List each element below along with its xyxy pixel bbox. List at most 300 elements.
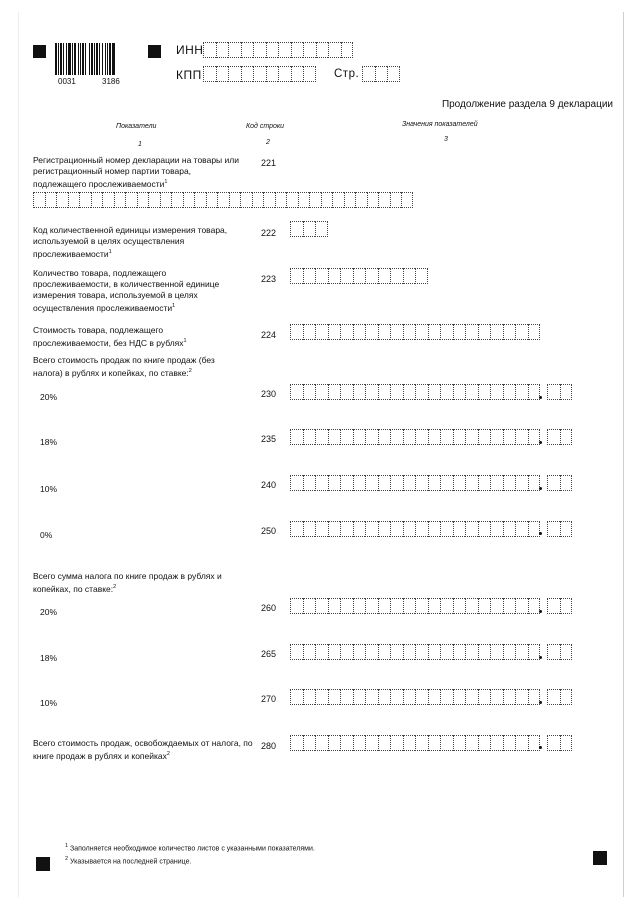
char-cell[interactable]: [515, 644, 528, 660]
char-cell[interactable]: [547, 475, 560, 491]
char-cell[interactable]: [340, 268, 353, 284]
char-cell[interactable]: [303, 475, 316, 491]
char-cell[interactable]: [340, 598, 353, 614]
char-cell[interactable]: [465, 644, 478, 660]
char-cell[interactable]: [353, 429, 366, 445]
barcode-bar: [109, 43, 111, 75]
row-222-code: 222: [261, 228, 277, 238]
char-cell[interactable]: [290, 475, 303, 491]
char-cell[interactable]: [303, 429, 316, 445]
char-cell[interactable]: [340, 644, 353, 660]
char-cell[interactable]: [403, 268, 416, 284]
char-cell[interactable]: [560, 598, 573, 614]
row-270-rubles-field[interactable]: [290, 689, 540, 705]
char-cell[interactable]: [415, 735, 428, 751]
char-cell[interactable]: [415, 689, 428, 705]
char-cell[interactable]: [490, 475, 503, 491]
char-cell[interactable]: [316, 42, 329, 58]
char-cell[interactable]: [415, 384, 428, 400]
char-cell[interactable]: [390, 598, 403, 614]
char-cell[interactable]: [365, 644, 378, 660]
char-cell[interactable]: [465, 521, 478, 537]
char-cell[interactable]: [203, 42, 216, 58]
char-cell[interactable]: [315, 644, 328, 660]
char-cell[interactable]: [286, 192, 298, 208]
char-cell[interactable]: [515, 521, 528, 537]
char-cell[interactable]: [490, 735, 503, 751]
char-cell[interactable]: [378, 192, 390, 208]
char-cell[interactable]: [378, 521, 391, 537]
char-cell[interactable]: [253, 66, 266, 82]
char-cell[interactable]: [241, 42, 254, 58]
char-cell[interactable]: [378, 324, 391, 340]
char-cell[interactable]: [440, 598, 453, 614]
char-cell[interactable]: [45, 192, 57, 208]
char-cell[interactable]: [490, 598, 503, 614]
char-cell[interactable]: [490, 521, 503, 537]
char-cell[interactable]: [91, 192, 103, 208]
char-cell[interactable]: [428, 384, 441, 400]
char-cell[interactable]: [378, 689, 391, 705]
char-cell[interactable]: [503, 429, 516, 445]
char-cell[interactable]: [390, 192, 402, 208]
char-cell[interactable]: [403, 521, 416, 537]
char-cell[interactable]: [340, 735, 353, 751]
char-cell[interactable]: [515, 384, 528, 400]
char-cell[interactable]: [278, 66, 291, 82]
char-cell[interactable]: [328, 644, 341, 660]
row-265-rubles-field[interactable]: [290, 644, 540, 660]
char-cell[interactable]: [547, 735, 560, 751]
row-240-kopecks-field[interactable]: [547, 475, 572, 491]
char-cell[interactable]: [290, 221, 303, 237]
char-cell[interactable]: [528, 324, 541, 340]
char-cell[interactable]: [515, 429, 528, 445]
char-cell[interactable]: [315, 384, 328, 400]
char-cell[interactable]: [353, 475, 366, 491]
row-235-decimal-point: [539, 441, 542, 444]
char-cell[interactable]: [403, 735, 416, 751]
row-235-rubles-field[interactable]: [290, 429, 540, 445]
char-cell[interactable]: [387, 66, 400, 82]
char-cell[interactable]: [365, 429, 378, 445]
char-cell[interactable]: [515, 324, 528, 340]
row-223-field[interactable]: [290, 268, 428, 284]
char-cell[interactable]: [332, 192, 344, 208]
row-230-rubles-field[interactable]: [290, 384, 540, 400]
char-cell[interactable]: [303, 598, 316, 614]
char-cell[interactable]: [428, 429, 441, 445]
char-cell[interactable]: [328, 521, 341, 537]
char-cell[interactable]: [303, 521, 316, 537]
char-cell[interactable]: [560, 521, 573, 537]
char-cell[interactable]: [362, 66, 375, 82]
char-cell[interactable]: [428, 521, 441, 537]
char-cell[interactable]: [328, 268, 341, 284]
sales-rate-18: 18%: [40, 437, 58, 447]
char-cell[interactable]: [390, 644, 403, 660]
char-cell[interactable]: [303, 689, 316, 705]
char-cell[interactable]: [303, 735, 316, 751]
char-cell[interactable]: [290, 598, 303, 614]
char-cell[interactable]: [403, 689, 416, 705]
char-cell[interactable]: [303, 221, 316, 237]
char-cell[interactable]: [453, 598, 466, 614]
char-cell[interactable]: [378, 429, 391, 445]
char-cell[interactable]: [560, 735, 573, 751]
barcode-bar: [112, 43, 115, 75]
char-cell[interactable]: [328, 475, 341, 491]
char-cell[interactable]: [315, 221, 328, 237]
char-cell[interactable]: [440, 429, 453, 445]
char-cell[interactable]: [503, 598, 516, 614]
barcode-bar: [107, 43, 108, 75]
char-cell[interactable]: [275, 192, 287, 208]
char-cell[interactable]: [315, 521, 328, 537]
char-cell[interactable]: [478, 475, 491, 491]
char-cell[interactable]: [490, 429, 503, 445]
char-cell[interactable]: [290, 268, 303, 284]
char-cell[interactable]: [328, 735, 341, 751]
char-cell[interactable]: [375, 66, 388, 82]
char-cell[interactable]: [303, 324, 316, 340]
char-cell[interactable]: [353, 324, 366, 340]
char-cell[interactable]: [125, 192, 137, 208]
char-cell[interactable]: [415, 644, 428, 660]
char-cell[interactable]: [415, 324, 428, 340]
char-cell[interactable]: [390, 268, 403, 284]
char-cell[interactable]: [203, 66, 216, 82]
char-cell[interactable]: [547, 689, 560, 705]
char-cell[interactable]: [403, 429, 416, 445]
char-cell[interactable]: [328, 689, 341, 705]
char-cell[interactable]: [390, 689, 403, 705]
char-cell[interactable]: [328, 429, 341, 445]
char-cell[interactable]: [415, 429, 428, 445]
char-cell[interactable]: [290, 324, 303, 340]
char-cell[interactable]: [560, 475, 573, 491]
barcode-bar: [96, 43, 98, 75]
row-221-field[interactable]: [33, 192, 413, 208]
page-number-field[interactable]: [362, 66, 400, 82]
char-cell[interactable]: [340, 475, 353, 491]
char-cell[interactable]: [315, 475, 328, 491]
char-cell[interactable]: [428, 644, 441, 660]
char-cell[interactable]: [453, 475, 466, 491]
char-cell[interactable]: [315, 598, 328, 614]
char-cell[interactable]: [183, 192, 195, 208]
char-cell[interactable]: [440, 384, 453, 400]
char-cell[interactable]: [228, 66, 241, 82]
char-cell[interactable]: [315, 429, 328, 445]
char-cell[interactable]: [344, 192, 356, 208]
char-cell[interactable]: [303, 644, 316, 660]
char-cell[interactable]: [465, 429, 478, 445]
char-cell[interactable]: [478, 735, 491, 751]
char-cell[interactable]: [137, 192, 149, 208]
char-cell[interactable]: [298, 192, 310, 208]
char-cell[interactable]: [453, 429, 466, 445]
char-cell[interactable]: [453, 735, 466, 751]
char-cell[interactable]: [290, 521, 303, 537]
char-cell[interactable]: [547, 521, 560, 537]
char-cell[interactable]: [515, 598, 528, 614]
row-260-rubles-field[interactable]: [290, 598, 540, 614]
char-cell[interactable]: [390, 475, 403, 491]
row-260-kopecks-field[interactable]: [547, 598, 572, 614]
char-cell[interactable]: [415, 521, 428, 537]
char-cell[interactable]: [365, 475, 378, 491]
char-cell[interactable]: [217, 192, 229, 208]
char-cell[interactable]: [309, 192, 321, 208]
char-cell[interactable]: [528, 521, 541, 537]
char-cell[interactable]: [340, 521, 353, 537]
char-cell[interactable]: [303, 42, 316, 58]
char-cell[interactable]: [340, 429, 353, 445]
char-cell[interactable]: [440, 689, 453, 705]
char-cell[interactable]: [160, 192, 172, 208]
char-cell[interactable]: [515, 475, 528, 491]
char-cell[interactable]: [33, 192, 45, 208]
char-cell[interactable]: [478, 429, 491, 445]
char-cell[interactable]: [241, 66, 254, 82]
char-cell[interactable]: [367, 192, 379, 208]
char-cell[interactable]: [440, 475, 453, 491]
row-280-decimal-point: [539, 746, 542, 749]
char-cell[interactable]: [378, 598, 391, 614]
char-cell[interactable]: [303, 384, 316, 400]
char-cell[interactable]: [528, 735, 541, 751]
char-cell[interactable]: [415, 268, 428, 284]
row-224-field[interactable]: [290, 324, 540, 340]
row-230-kopecks-field[interactable]: [547, 384, 572, 400]
barcode-bar: [85, 43, 86, 75]
char-cell[interactable]: [403, 384, 416, 400]
char-cell[interactable]: [315, 268, 328, 284]
char-cell[interactable]: [490, 324, 503, 340]
char-cell[interactable]: [378, 475, 391, 491]
char-cell[interactable]: [403, 644, 416, 660]
char-cell[interactable]: [490, 644, 503, 660]
char-cell[interactable]: [365, 598, 378, 614]
char-cell[interactable]: [465, 689, 478, 705]
char-cell[interactable]: [365, 384, 378, 400]
char-cell[interactable]: [194, 192, 206, 208]
char-cell[interactable]: [340, 324, 353, 340]
char-cell[interactable]: [171, 192, 183, 208]
char-cell[interactable]: [428, 689, 441, 705]
row-250-rubles-field[interactable]: [290, 521, 540, 537]
char-cell[interactable]: [290, 384, 303, 400]
char-cell[interactable]: [378, 644, 391, 660]
char-cell[interactable]: [547, 598, 560, 614]
char-cell[interactable]: [315, 689, 328, 705]
char-cell[interactable]: [428, 735, 441, 751]
char-cell[interactable]: [365, 735, 378, 751]
char-cell[interactable]: [290, 689, 303, 705]
char-cell[interactable]: [315, 735, 328, 751]
char-cell[interactable]: [428, 598, 441, 614]
char-cell[interactable]: [328, 598, 341, 614]
char-cell[interactable]: [465, 324, 478, 340]
char-cell[interactable]: [390, 521, 403, 537]
row-240-rubles-field[interactable]: [290, 475, 540, 491]
char-cell[interactable]: [228, 42, 241, 58]
char-cell[interactable]: [390, 429, 403, 445]
char-cell[interactable]: [403, 475, 416, 491]
row-280-rubles-field[interactable]: [290, 735, 540, 751]
char-cell[interactable]: [328, 324, 341, 340]
char-cell[interactable]: [503, 475, 516, 491]
row-265-decimal-point: [539, 656, 542, 659]
char-cell[interactable]: [353, 644, 366, 660]
char-cell[interactable]: [229, 192, 241, 208]
char-cell[interactable]: [79, 192, 91, 208]
char-cell[interactable]: [547, 644, 560, 660]
char-cell[interactable]: [68, 192, 80, 208]
char-cell[interactable]: [252, 192, 264, 208]
char-cell[interactable]: [102, 192, 114, 208]
char-cell[interactable]: [453, 644, 466, 660]
char-cell[interactable]: [263, 192, 275, 208]
char-cell[interactable]: [560, 384, 573, 400]
char-cell[interactable]: [353, 268, 366, 284]
char-cell[interactable]: [503, 521, 516, 537]
char-cell[interactable]: [465, 384, 478, 400]
char-cell[interactable]: [278, 42, 291, 58]
char-cell[interactable]: [378, 268, 391, 284]
char-cell[interactable]: [365, 324, 378, 340]
char-cell[interactable]: [415, 598, 428, 614]
char-cell[interactable]: [440, 324, 453, 340]
char-cell[interactable]: [253, 42, 266, 58]
char-cell[interactable]: [547, 384, 560, 400]
char-cell[interactable]: [440, 521, 453, 537]
char-cell[interactable]: [453, 521, 466, 537]
char-cell[interactable]: [303, 66, 316, 82]
char-cell[interactable]: [291, 66, 304, 82]
char-cell[interactable]: [315, 324, 328, 340]
char-cell[interactable]: [365, 268, 378, 284]
char-cell[interactable]: [353, 689, 366, 705]
char-cell[interactable]: [290, 429, 303, 445]
char-cell[interactable]: [321, 192, 333, 208]
row-222-field[interactable]: [290, 221, 328, 237]
char-cell[interactable]: [465, 598, 478, 614]
char-cell[interactable]: [390, 324, 403, 340]
char-cell[interactable]: [353, 384, 366, 400]
row-260-code: 260: [261, 603, 277, 613]
char-cell[interactable]: [290, 735, 303, 751]
inn-field[interactable]: [203, 42, 353, 58]
char-cell[interactable]: [206, 192, 218, 208]
char-cell[interactable]: [303, 268, 316, 284]
char-cell[interactable]: [290, 644, 303, 660]
char-cell[interactable]: [503, 644, 516, 660]
char-cell[interactable]: [503, 689, 516, 705]
char-cell[interactable]: [560, 689, 573, 705]
char-cell[interactable]: [341, 42, 354, 58]
row-230-decimal-point: [539, 396, 542, 399]
char-cell[interactable]: [390, 384, 403, 400]
char-cell[interactable]: [353, 735, 366, 751]
row-280-code: 280: [261, 741, 277, 751]
char-cell[interactable]: [353, 598, 366, 614]
char-cell[interactable]: [515, 735, 528, 751]
char-cell[interactable]: [378, 735, 391, 751]
char-cell[interactable]: [328, 384, 341, 400]
row-280-kopecks-field[interactable]: [547, 735, 572, 751]
char-cell[interactable]: [56, 192, 68, 208]
char-cell[interactable]: [114, 192, 126, 208]
char-cell[interactable]: [465, 735, 478, 751]
char-cell[interactable]: [503, 324, 516, 340]
char-cell[interactable]: [378, 384, 391, 400]
char-cell[interactable]: [266, 42, 279, 58]
row-265-kopecks-field[interactable]: [547, 644, 572, 660]
registration-marker-top-left: [33, 45, 46, 58]
char-cell[interactable]: [453, 384, 466, 400]
char-cell[interactable]: [328, 42, 341, 58]
char-cell[interactable]: [353, 521, 366, 537]
char-cell[interactable]: [266, 66, 279, 82]
char-cell[interactable]: [216, 42, 229, 58]
char-cell[interactable]: [355, 192, 367, 208]
char-cell[interactable]: [428, 324, 441, 340]
char-cell[interactable]: [547, 429, 560, 445]
char-cell[interactable]: [365, 521, 378, 537]
char-cell[interactable]: [291, 42, 304, 58]
char-cell[interactable]: [453, 689, 466, 705]
char-cell[interactable]: [440, 735, 453, 751]
char-cell[interactable]: [440, 644, 453, 660]
char-cell[interactable]: [478, 324, 491, 340]
column-header-line-code: Код строки: [246, 123, 285, 130]
char-cell[interactable]: [490, 689, 503, 705]
char-cell[interactable]: [490, 384, 503, 400]
char-cell[interactable]: [403, 598, 416, 614]
char-cell[interactable]: [428, 475, 441, 491]
char-cell[interactable]: [415, 475, 428, 491]
row-235-kopecks-field[interactable]: [547, 429, 572, 445]
char-cell[interactable]: [560, 429, 573, 445]
char-cell[interactable]: [478, 384, 491, 400]
row-270-kopecks-field[interactable]: [547, 689, 572, 705]
char-cell[interactable]: [216, 66, 229, 82]
kpp-field[interactable]: [203, 66, 316, 82]
char-cell[interactable]: [478, 644, 491, 660]
char-cell[interactable]: [401, 192, 413, 208]
row-250-kopecks-field[interactable]: [547, 521, 572, 537]
tax-total-label: Всего сумма налога по книге продаж в рублях и копейках, по ставке:$^2$: [33, 571, 222, 594]
char-cell[interactable]: [365, 689, 378, 705]
char-cell[interactable]: [390, 735, 403, 751]
char-cell[interactable]: [478, 521, 491, 537]
char-cell[interactable]: [515, 689, 528, 705]
char-cell[interactable]: [340, 689, 353, 705]
char-cell[interactable]: [478, 689, 491, 705]
char-cell[interactable]: [503, 735, 516, 751]
char-cell[interactable]: [148, 192, 160, 208]
char-cell[interactable]: [503, 384, 516, 400]
char-cell[interactable]: [403, 324, 416, 340]
char-cell[interactable]: [453, 324, 466, 340]
char-cell[interactable]: [560, 644, 573, 660]
char-cell[interactable]: [465, 475, 478, 491]
char-cell[interactable]: [478, 598, 491, 614]
char-cell[interactable]: [340, 384, 353, 400]
char-cell[interactable]: [240, 192, 252, 208]
